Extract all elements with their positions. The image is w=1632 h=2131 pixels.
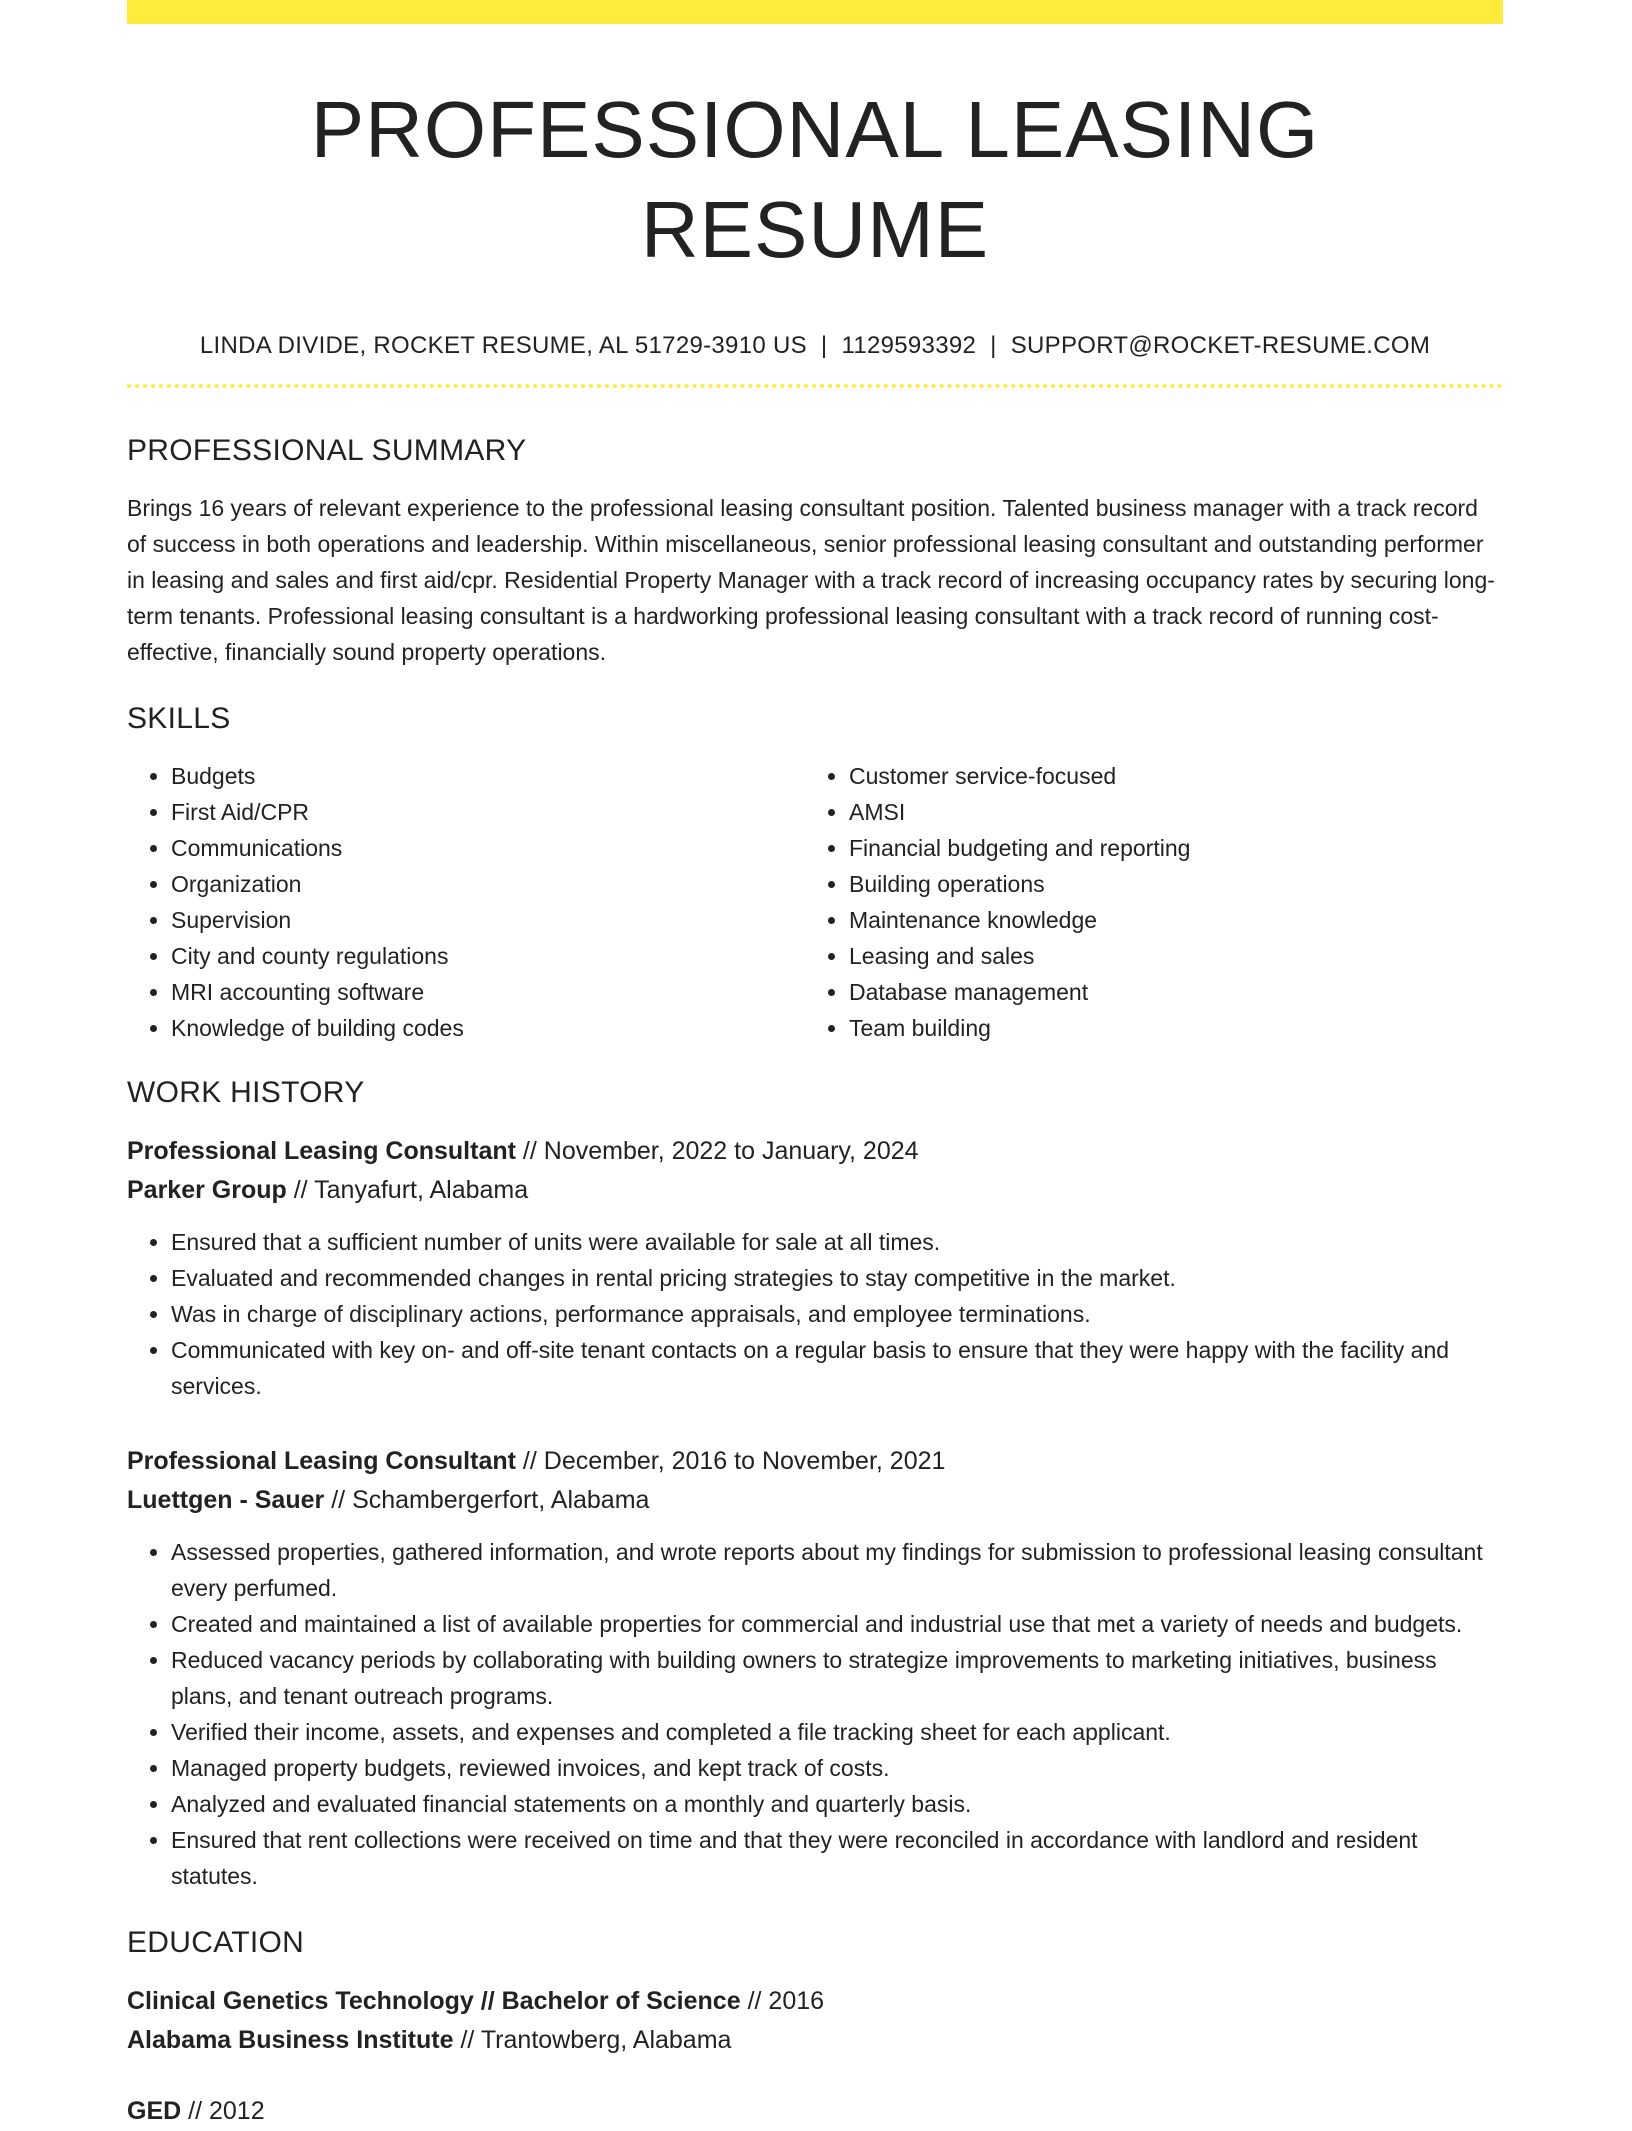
job-bullet: • Verified their income, assets, and expenses and completed a file tracking sheet for each applicant. xyxy=(171,1714,1503,1750)
skills-heading: SKILLS xyxy=(127,702,231,735)
job-dates: November, 2022 to January, 2024 xyxy=(543,1137,919,1165)
separator: // xyxy=(188,2097,203,2125)
work-history-heading: WORK HISTORY xyxy=(127,1076,365,1109)
job-bullet: • Managed property budgets, reviewed invoices, and kept track of costs. xyxy=(171,1750,1503,1786)
job-bullet: • Ensured that a sufficient number of units were available for sale at all times. xyxy=(171,1224,1503,1260)
job-dates: December, 2016 to November, 2021 xyxy=(543,1447,946,1475)
skill-item: • Team building xyxy=(849,1010,1483,1046)
contact-line xyxy=(127,330,1503,362)
job-bullet: • Evaluated and recommended changes in rental pricing strategies to stay competitive in the market. xyxy=(171,1260,1503,1296)
separator: // xyxy=(460,2026,475,2054)
job-bullet: • Reduced vacancy periods by collaborating with building owners to strategize improvements to marketing initiatives, business plans, and tenant outreach programs. xyxy=(171,1642,1503,1714)
skill-item: • Building operations xyxy=(849,866,1483,902)
skill-item: • Financial budgeting and reporting xyxy=(849,830,1483,866)
job-bullets xyxy=(127,1534,1503,1894)
education-year: 2016 xyxy=(768,1987,825,2015)
skill-item: • First Aid/CPR xyxy=(171,794,805,830)
skill-item: • Maintenance knowledge xyxy=(849,902,1483,938)
contact-separator: | xyxy=(990,332,997,359)
skill-item: • Budgets xyxy=(171,758,805,794)
skills-columns xyxy=(127,758,1503,1046)
job-bullet: • Assessed properties, gathered information, and wrote reports about my findings for submission to professional leasing consultant every perfumed. xyxy=(171,1534,1503,1606)
job-entry xyxy=(127,1442,1503,1894)
summary-text: Brings 16 years of relevant experience to the professional leasing consultant position. Talented business manager with a track record of success in both operations and leadership. Within miscellaneous, senior professional leasing consultant and outstanding performer in leasing and sales and first aid/cpr. Residential Property Manager with a track record of increasing occupancy rates by securing long-term tenants. Professional leasing consultant is a hardworking professional leasing consultant with a track record of running cost-effective, financially sound property operations. xyxy=(127,495,1495,665)
skill-item: • Customer service-focused xyxy=(849,758,1483,794)
skill-item: • Database management xyxy=(849,974,1483,1010)
job-title: Professional Leasing Consultant xyxy=(127,1137,516,1165)
education-degree-line xyxy=(127,1982,1503,2021)
skill-item: • Communications xyxy=(171,830,805,866)
separator: // xyxy=(747,1987,762,2015)
job-bullet: • Ensured that rent collections were received on time and that they were reconciled in accordance with landlord and resident statutes. xyxy=(171,1822,1503,1894)
education-entry xyxy=(127,1982,1503,2060)
skill-item: • Knowledge of building codes xyxy=(171,1010,805,1046)
job-bullet: • Analyzed and evaluated financial statements on a monthly and quarterly basis. xyxy=(171,1786,1503,1822)
education-degree: GED xyxy=(127,2097,182,2125)
contact-address: LINDA DIVIDE, ROCKET RESUME, AL 51729-3910 US xyxy=(199,332,807,359)
skill-item: • Leasing and sales xyxy=(849,938,1483,974)
job-entry xyxy=(127,1132,1503,1404)
job-location: Tanyafurt, Alabama xyxy=(314,1176,529,1204)
resume-title: PROFESSIONAL LEASING RESUME xyxy=(310,85,1320,274)
job-location: Schambergerfort, Alabama xyxy=(352,1486,650,1514)
education-degree: Clinical Genetics Technology // Bachelor of Science xyxy=(127,1987,741,2015)
education-heading: EDUCATION xyxy=(127,1926,305,1959)
skill-item: • City and county regulations xyxy=(171,938,805,974)
contact-email: SUPPORT@ROCKET-RESUME.COM xyxy=(1010,332,1431,359)
education-location: Trantowberg, Alabama xyxy=(480,2026,732,2054)
education-school-line xyxy=(127,2021,1503,2060)
contact-phone: 1129593392 xyxy=(841,332,977,359)
job-bullet: • Created and maintained a list of available properties for commercial and industrial use that met a variety of needs and budgets. xyxy=(171,1606,1503,1642)
dotted-divider xyxy=(127,384,1503,388)
skill-item: • Supervision xyxy=(171,902,805,938)
separator: // xyxy=(522,1137,537,1165)
summary-heading: PROFESSIONAL SUMMARY xyxy=(127,434,527,467)
education-year: 2012 xyxy=(209,2097,265,2125)
job-company: Luettgen - Sauer xyxy=(127,1486,325,1514)
job-title: Professional Leasing Consultant xyxy=(127,1447,516,1475)
accent-bar xyxy=(127,0,1503,24)
job-company: Parker Group xyxy=(127,1176,287,1204)
skill-item: • MRI accounting software xyxy=(171,974,805,1010)
skill-item: • AMSI xyxy=(849,794,1483,830)
job-title-line xyxy=(127,1442,1503,1481)
job-bullet: • Was in charge of disciplinary actions, performance appraisals, and employee terminations. xyxy=(171,1296,1503,1332)
separator: // xyxy=(331,1486,346,1514)
skill-item: • Organization xyxy=(171,866,805,902)
separator: // xyxy=(293,1176,308,1204)
resume-page xyxy=(127,0,1503,2131)
job-title-line xyxy=(127,1132,1503,1171)
job-company-line xyxy=(127,1171,1503,1210)
education-school: Alabama Business Institute xyxy=(127,2026,454,2054)
job-bullets xyxy=(127,1224,1503,1404)
skills-list-right xyxy=(805,758,1483,1046)
job-company-line xyxy=(127,1481,1503,1520)
job-bullet: • Communicated with key on- and off-site tenant contacts on a regular basis to ensure that they were happy with the facility and services. xyxy=(171,1332,1503,1404)
skills-list-left xyxy=(127,758,805,1046)
separator: // xyxy=(522,1447,537,1475)
contact-separator: | xyxy=(820,332,828,359)
